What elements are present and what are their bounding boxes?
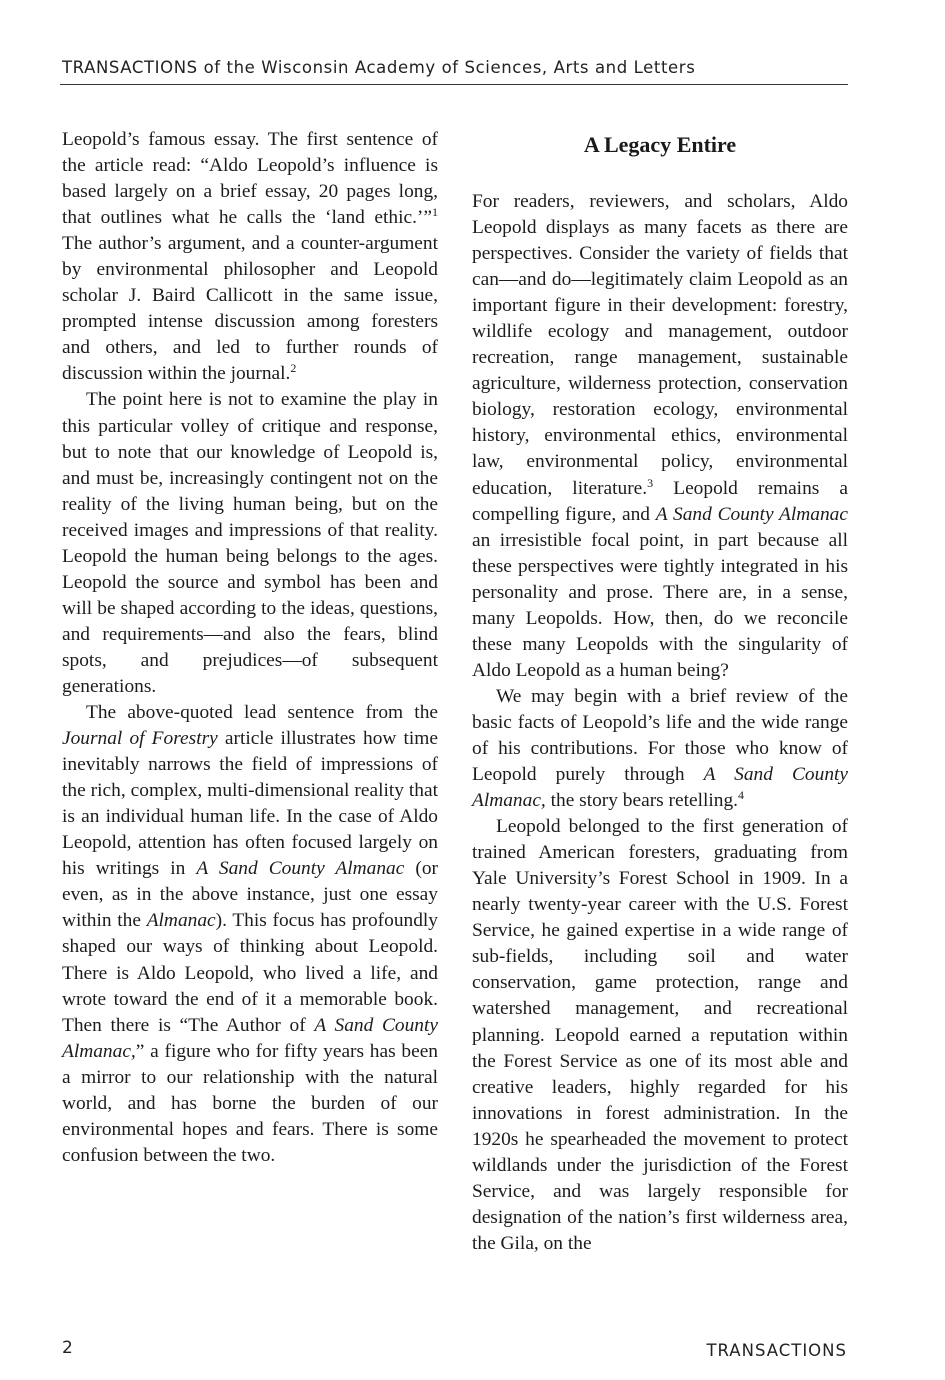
- paragraph: For readers, reviewers, and scholars, Aldo Leopold displays as many facets as there are perspectives. Consider the variety of fields that can—and do—legitimately claim Leopold as an important figure in their development: forestry, wildlife ecology and management, outdoor recreation, range management, sustainable agriculture, wilderness protection, conservation biology, restoration ecology, environmental history, environmental ethics, environmental law, environmental policy, environmental education, literature.$^3$ Leopold remains a compelling figure, and A Sand County Almanac an irresistible focal point, in part because all these perspectives were tightly integrated in his personality and prose. There are, in a sense, many Leopolds. How, then, do we reconcile these many Leopolds with the singularity of Aldo Leopold as a human being?: [472, 191, 848, 681]
- footnote-ref: 3: [647, 475, 654, 490]
- paragraph: Leopold’s famous essay. The first sentence of the article read: “Aldo Leopold’s influence is based largely on a brief essay, 20 pages long, that outlines what he calls the ‘land ethic.’”$^1$ The author’s argument, and a counter-argument by environmental philosopher and Leopold scholar J. Baird Callicott in the same issue, prompted intense discussion among foresters and others, and led to further rounds of discussion within the journal.$^2$: [62, 129, 438, 385]
- footer-title: TRANSACTIONS: [706, 1341, 847, 1360]
- paragraph: We may begin with a brief review of the basic facts of Leopold’s life and the wide range of his contributions. For those who know of Leopold purely through A Sand County Almanac, the story bears retelling.$^4$: [472, 685, 849, 812]
- footnote-ref: 2: [290, 361, 297, 376]
- paragraph: The above-quoted lead sentence from the Journal of Forestry article illustrates how time inevitably narrows the field of impressions of the rich, complex, multi-dimensional reality that is an individual human life. In the case of Aldo Leopold, attention has often focused largely on his writings in A Sand County Almanac (or even, as in the above instance, just one essay within the Almanac). This focus has profoundly shaped our ways of thinking about Leopold. There is Aldo Leopold, who lived a life, and wrote toward the end of it a memorable book. Then there is “The Author of A Sand County Almanac,” a figure who for fifty years has been a mirror to our relationship with the natural world, and has borne the burden of our environmental hopes and fears. There is some confusion between the two.: [62, 702, 438, 1166]
- header-rule: [60, 84, 848, 85]
- paragraph: The point here is not to examine the play in this particular volley of critique and response, but to note that our knowledge of Leopold is, and must be, increasingly contingent not on the reality of the living human being, but on the received images and impressions of that reality. Leopold the human being belongs to the ages. Leopold the source and symbol has been and will be shaped according to the ideas, questions, and requirements—and also the fears, blind spots, and prejudices—of subsequent generations.: [62, 389, 438, 697]
- running-header: TRANSACTIONS of the Wisconsin Academy of Sciences, Arts and Letters: [62, 58, 696, 77]
- footnote-ref: 4: [738, 788, 745, 803]
- left-column: [62, 127, 438, 1169]
- paragraph: Leopold belonged to the first generation of trained American foresters, graduating from Yale University’s Forest School in 1909. In a nearly twenty-year career with the U.S. Forest Service, he gained expertise in a wide range of sub-fields, including soil and water conservation, game protection, range and watershed management, and recreational planning. Leopold earned a reputation within the Forest Service as one of its most able and creative leaders, highly regarded for his innovations in forest administration. In the 1920s he spearheaded the movement to protect wildlands under the jurisdiction of the Forest Service, and was largely responsible for designation of the nation’s first wilderness area, the Gila, on the: [472, 816, 848, 1254]
- right-column: [472, 127, 848, 1257]
- footnote-ref: 1: [432, 205, 438, 220]
- section-heading: A Legacy Entire: [583, 132, 737, 157]
- page-number: 2: [62, 1338, 73, 1358]
